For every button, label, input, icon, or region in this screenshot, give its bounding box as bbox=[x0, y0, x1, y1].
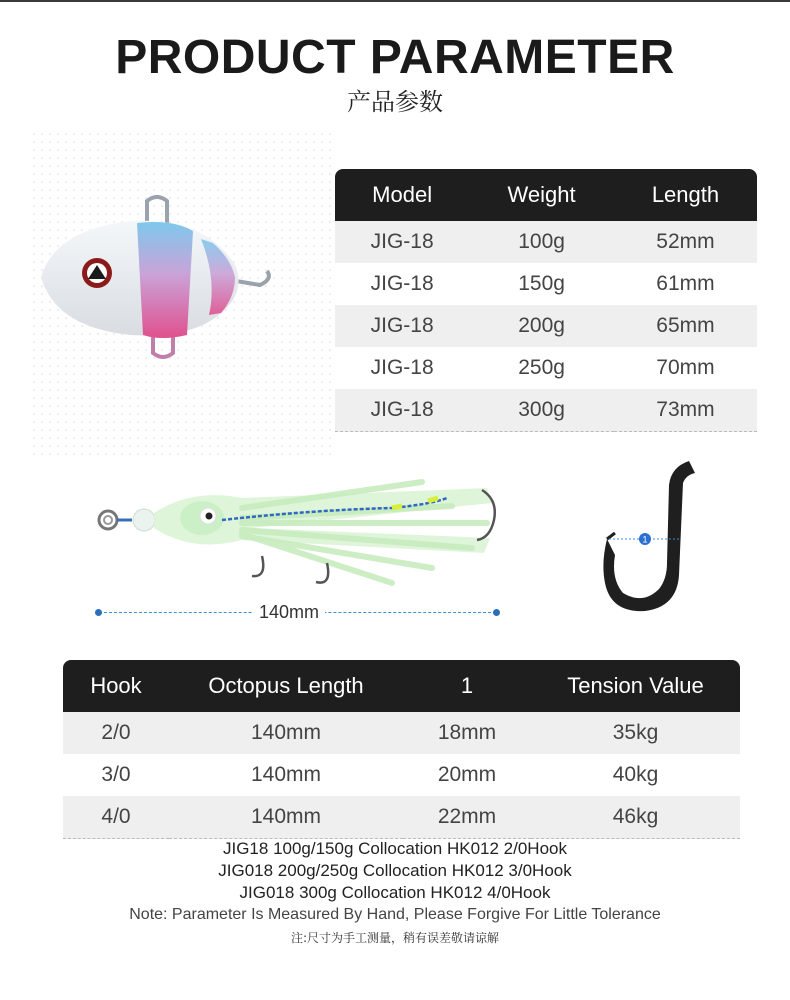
page-subtitle: 产品参数 bbox=[347, 88, 443, 116]
table-row bbox=[335, 305, 757, 347]
collocation-line: JIG018 300g Collocation HK012 4/0Hook bbox=[239, 883, 551, 902]
cell-model: JIG-18 bbox=[335, 389, 469, 432]
top-divider bbox=[0, 0, 790, 2]
notes-section bbox=[0, 838, 790, 946]
measurement-note-en: Note: Parameter Is Measured By Hand, Please Forgive For Little Tolerance bbox=[129, 906, 661, 923]
column-header-weight: Weight bbox=[469, 169, 614, 221]
cell-tension: 35kg bbox=[531, 712, 740, 754]
cell-model: JIG-18 bbox=[335, 221, 469, 263]
hook-image bbox=[595, 455, 705, 620]
cell-model: JIG-18 bbox=[335, 305, 469, 347]
table-row bbox=[335, 263, 757, 305]
column-header-model: Model bbox=[335, 169, 469, 221]
table-row bbox=[63, 712, 740, 754]
cell-weight: 150g bbox=[469, 263, 614, 305]
table-row bbox=[335, 389, 757, 432]
jig-head-image bbox=[35, 195, 305, 370]
cell-model: JIG-18 bbox=[335, 347, 469, 389]
measurement-note-cn: 注:尺寸为手工测量，稍有误差敬请谅解 bbox=[290, 931, 500, 945]
cell-octopus-length: 140mm bbox=[169, 712, 403, 754]
cell-length: 61mm bbox=[614, 263, 757, 305]
spec-table-header bbox=[335, 169, 757, 221]
collocation-line: JIG018 200g/250g Collocation HK012 3/0Hook bbox=[218, 861, 572, 880]
cell-octopus-length: 140mm bbox=[169, 796, 403, 839]
column-header-octopus-length: Octopus Length bbox=[169, 660, 403, 712]
octopus-length-dimension bbox=[95, 602, 500, 622]
hook-table-header bbox=[63, 660, 740, 712]
cell-octopus-length: 140mm bbox=[169, 754, 403, 796]
cell-hook: 2/0 bbox=[63, 712, 169, 754]
cell-weight: 200g bbox=[469, 305, 614, 347]
column-header-tension-value: Tension Value bbox=[531, 660, 740, 712]
octopus-length-label: 140mm bbox=[253, 602, 325, 623]
cell-length: 73mm bbox=[614, 389, 757, 432]
table-row bbox=[335, 221, 757, 263]
cell-length: 52mm bbox=[614, 221, 757, 263]
cell-tension: 40kg bbox=[531, 754, 740, 796]
cell-weight: 250g bbox=[469, 347, 614, 389]
table-row bbox=[63, 796, 740, 839]
hook-table bbox=[63, 660, 740, 839]
cell-dimension: 20mm bbox=[403, 754, 531, 796]
cell-length: 70mm bbox=[614, 347, 757, 389]
cell-dimension: 18mm bbox=[403, 712, 531, 754]
dimension-endpoint bbox=[493, 609, 500, 616]
cell-dimension: 22mm bbox=[403, 796, 531, 839]
column-header-hook: Hook bbox=[63, 660, 169, 712]
collocation-line: JIG18 100g/150g Collocation HK012 2/0Hook bbox=[222, 839, 567, 858]
cell-length: 65mm bbox=[614, 305, 757, 347]
table-row bbox=[63, 754, 740, 796]
cell-hook: 3/0 bbox=[63, 754, 169, 796]
column-header-length: Length bbox=[614, 169, 757, 221]
page-title: PRODUCT PARAMETER bbox=[115, 31, 675, 84]
dimension-endpoint bbox=[95, 609, 102, 616]
cell-weight: 100g bbox=[469, 221, 614, 263]
cell-weight: 300g bbox=[469, 389, 614, 432]
column-header-dimension: 1 bbox=[403, 660, 531, 712]
table-row bbox=[335, 347, 757, 389]
hook-marker: 1 bbox=[642, 534, 648, 545]
cell-hook: 4/0 bbox=[63, 796, 169, 839]
cell-tension: 46kg bbox=[531, 796, 740, 839]
octopus-rig-image bbox=[92, 468, 507, 593]
cell-model: JIG-18 bbox=[335, 263, 469, 305]
spec-table bbox=[335, 169, 757, 432]
